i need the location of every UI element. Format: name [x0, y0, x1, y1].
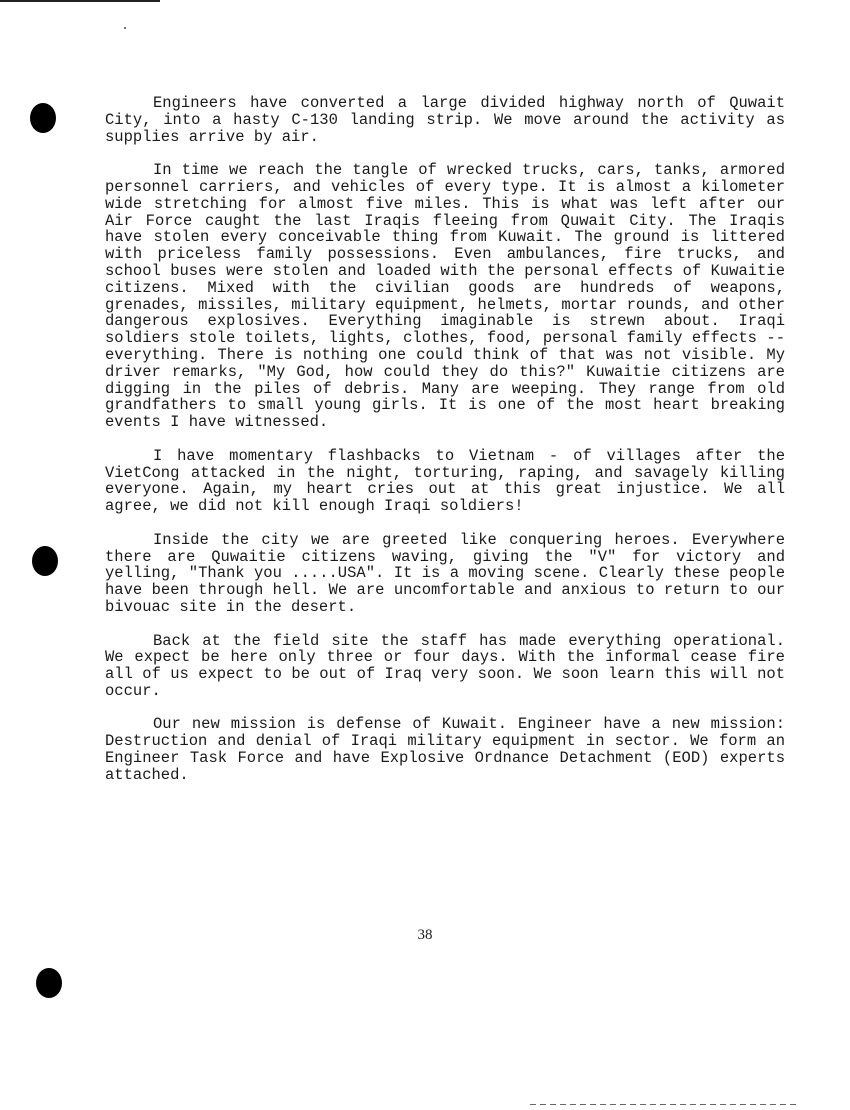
punch-hole-bottom: [36, 968, 62, 998]
page-number: 38: [417, 927, 433, 943]
paragraph-city-greeting: Inside the city we are greeted like conquering heroes. Everywhere there are Quwaitie citizens waving, giving the "V" for victory and yelling, "Thank you .....USA". It is a moving scene. Clearly these people have been through hell. We are uncomfortable and anxious to return to our bivouac site in the desert.: [105, 530, 785, 616]
scan-top-rule: [0, 0, 160, 2]
document-body: [105, 95, 785, 800]
scan-speck: [124, 27, 126, 29]
paragraph-field-site: Back at the field site the staff has made everything operational. We expect be here only three or four days. With the informal cease fire all of us expect to be out of Iraq very soon. We soon learn this will not occur.: [105, 631, 785, 700]
paragraph-highway-landing-strip: Engineers have converted a large divided highway north of Quwait City, into a hasty C-130 landing strip. We move around the activity as supplies arrive by air.: [105, 94, 785, 146]
paragraph-wrecked-vehicles: In time we reach the tangle of wrecked trucks, cars, tanks, armored personnel carriers, and vehicles of every type. It is almost a kilometer wide stretching for almost five miles. This is what was left after our Air Force caught the last Iraqis fleeing from Quwait City. The Iraqis have stolen every conceivable thing from Kuwait. The ground is littered with priceless family possessions. Even ambulances, fire trucks, and school buses were stolen and loaded with the personal effects of Kuwaitie citizens. Mixed with the civilian goods are hundreds of weapons, grenades, missiles, military equipment, helmets, mortar rounds, and other dangerous explosives. Everything imaginable is strewn about. Iraqi soldiers stole toilets, lights, clothes, food, personal family effects -- everything. There is nothing one could think of that was not visible. My driver remarks, "My God, how could they do this?" Kuwaitie citizens are digging in the piles of debris. Many are weeping. They range from old grandfathers to small young girls. It is one of the most heart breaking events I have witnessed.: [105, 161, 785, 432]
paragraph-vietnam-flashbacks: I have momentary flashbacks to Vietnam - of villages after the VietCong attacked in the night, torturing, raping, and savagely killing everyone. Again, my heart cries out at this great injustice. We all agree, we did not kill enough Iraqi soldiers!: [105, 446, 785, 516]
punch-hole-top: [30, 103, 56, 133]
punch-hole-middle: [32, 546, 58, 576]
scan-bottom-noise: [530, 1104, 800, 1105]
paragraph-new-mission: Our new mission is defense of Kuwait. Engineer have a new mission: Destruction and denial of Iraqi military equipment in sector. We form an Engineer Task Force and have Explosive Ordnance Detachment (EOD) experts attached.: [105, 715, 785, 784]
